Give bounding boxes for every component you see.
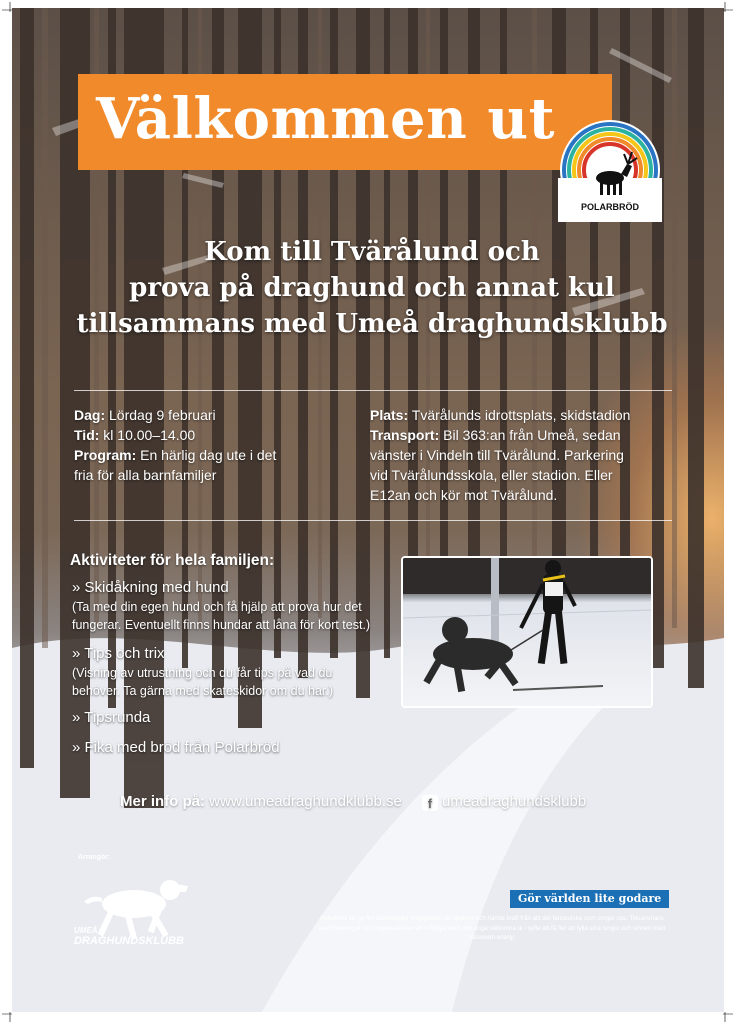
divider-top bbox=[74, 390, 672, 391]
headline-line-1: Kom till Tvärålund och bbox=[204, 237, 540, 267]
time-value: kl 10.00–14.00 bbox=[103, 427, 196, 443]
headline bbox=[72, 234, 672, 342]
facebook-icon: f bbox=[422, 795, 438, 811]
activity-item bbox=[72, 578, 370, 634]
headline-line-3: tillsammans med Umeå draghundsklubb bbox=[76, 309, 668, 339]
activity-note: behöver. Ta gärna med skateskidor om du har.) bbox=[72, 684, 334, 698]
day-label: Dag: bbox=[74, 407, 106, 423]
organizer-label: Arrangör: bbox=[78, 854, 111, 861]
crop-mark bbox=[2, 1012, 12, 1022]
facebook-handle[interactable]: umeadraghundsklubb bbox=[441, 793, 587, 810]
activity-label: » Skidåkning med hund bbox=[72, 579, 229, 596]
more-info-line bbox=[120, 793, 586, 811]
program-value-cont: fria för alla barnfamiljer bbox=[74, 467, 217, 483]
crop-mark bbox=[723, 2, 733, 12]
transport-value-3: vid Tvärålundsskola, eller stadion. Eller bbox=[370, 467, 613, 483]
place-label: Plats: bbox=[370, 407, 409, 423]
polarbrod-logo bbox=[558, 118, 662, 222]
activity-item bbox=[72, 644, 333, 700]
fine-print: Polarbröd vill ge fler barnfamiljer möjligheten att uppleva och hämta kraft från allt det fantastiska som omger oss. Tillsammans med föreningar och organisationer vill vi hjälpa barn och unga välkomna ut i syfte att få fler att fylla sina lungor och sinnen med hälsosam energi. bbox=[318, 915, 666, 941]
activity-label: » Tipsrunda bbox=[72, 709, 151, 726]
title-banner bbox=[78, 74, 612, 170]
activity-note: (Ta med din egen hund och få hjälp att prova hur det bbox=[72, 600, 362, 614]
activity-item bbox=[72, 708, 150, 728]
divider-middle bbox=[74, 520, 672, 521]
club-name: UMEÅ DRAGHUNDSKLUBB bbox=[74, 926, 184, 947]
day-value: Lördag 9 februari bbox=[109, 407, 216, 423]
transport-label: Transport: bbox=[370, 427, 440, 443]
activity-label: » Tips och trix bbox=[72, 645, 165, 662]
poster bbox=[12, 8, 724, 1012]
activity-label: » Fika med bröd från Polarbröd bbox=[72, 739, 280, 756]
transport-value-4: E12an och kör mot Tvärålund. bbox=[370, 487, 558, 503]
place-value: Tvärålunds idrottsplats, skidstadion bbox=[411, 407, 631, 423]
headline-line-2: prova på draghund och annat kul bbox=[129, 273, 615, 303]
event-details-right bbox=[370, 405, 670, 505]
crop-mark bbox=[2, 2, 12, 12]
crop-mark bbox=[723, 1012, 733, 1022]
event-details-left bbox=[74, 405, 334, 485]
website-link[interactable]: www.umeadraghundklubb.se bbox=[209, 793, 402, 810]
transport-value-2: vänster i Vindeln till Tvärålund. Parkering bbox=[370, 447, 624, 463]
time-label: Tid: bbox=[74, 427, 100, 443]
skijoring-photo bbox=[401, 556, 653, 708]
program-label: Program: bbox=[74, 447, 137, 463]
activity-note: (Visning av utrustning och du får tips på vad du bbox=[72, 666, 333, 680]
activity-note: fungerar. Eventuellt finns hundar att låna för kort test.) bbox=[72, 618, 371, 632]
transport-value: Bil 363:an från Umeå, sedan bbox=[443, 427, 621, 443]
skier-with-dog-illustration bbox=[403, 558, 651, 706]
program-value: En härlig dag ute i det bbox=[140, 447, 277, 463]
more-info-label: Mer info på: bbox=[120, 793, 205, 810]
activities-title: Aktiviteter för hela familjen: bbox=[70, 552, 275, 569]
svg-text:POLARBRÖD: POLARBRÖD bbox=[581, 202, 639, 212]
activity-item bbox=[72, 738, 280, 758]
slogan-badge: Gör världen lite godare bbox=[510, 890, 669, 908]
page-title: Välkommen ut bbox=[96, 86, 555, 152]
